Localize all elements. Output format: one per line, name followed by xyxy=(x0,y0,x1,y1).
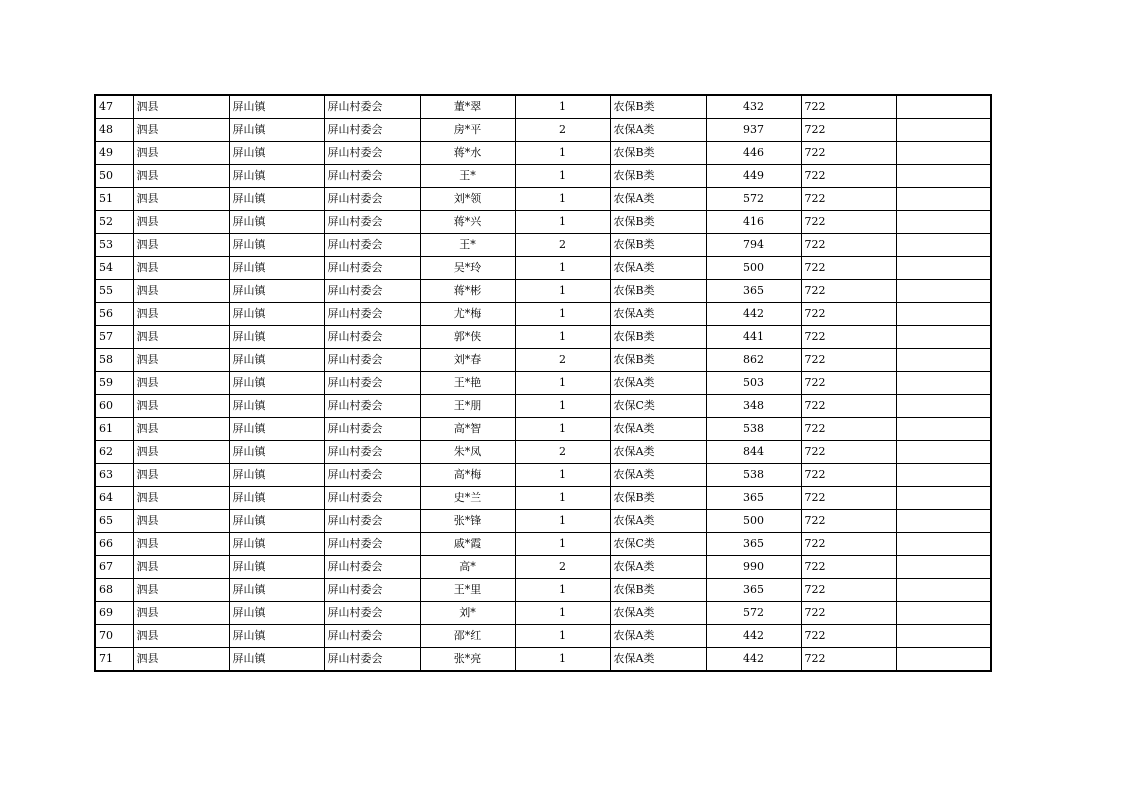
row-number-cell: 68 xyxy=(95,579,133,602)
household-count-cell: 2 xyxy=(515,119,610,142)
village-committee-cell: 屏山村委会 xyxy=(324,326,420,349)
row-number-cell: 49 xyxy=(95,142,133,165)
row-number-cell: 59 xyxy=(95,372,133,395)
town-cell: 屏山镇 xyxy=(229,579,324,602)
town-cell: 屏山镇 xyxy=(229,487,324,510)
table-row xyxy=(95,625,991,648)
amount-cell: 500 xyxy=(706,257,801,280)
amount-cell: 365 xyxy=(706,280,801,303)
amount-cell: 446 xyxy=(706,142,801,165)
standard-cell: 722 xyxy=(801,142,896,165)
insurance-type-cell: 农保A类 xyxy=(610,556,706,579)
name-cell: 房*平 xyxy=(420,119,515,142)
town-cell: 屏山镇 xyxy=(229,556,324,579)
row-number-cell: 65 xyxy=(95,510,133,533)
row-number-cell: 70 xyxy=(95,625,133,648)
name-cell: 王* xyxy=(420,165,515,188)
insurance-type-cell: 农保B类 xyxy=(610,211,706,234)
name-cell: 王* xyxy=(420,234,515,257)
amount-cell: 572 xyxy=(706,602,801,625)
village-committee-cell: 屏山村委会 xyxy=(324,372,420,395)
town-cell: 屏山镇 xyxy=(229,625,324,648)
village-committee-cell: 屏山村委会 xyxy=(324,625,420,648)
village-committee-cell: 屏山村委会 xyxy=(324,165,420,188)
name-cell: 王*里 xyxy=(420,579,515,602)
household-count-cell: 1 xyxy=(515,464,610,487)
amount-cell: 449 xyxy=(706,165,801,188)
table-row xyxy=(95,395,991,418)
county-cell: 泗县 xyxy=(133,464,229,487)
standard-cell: 722 xyxy=(801,211,896,234)
standard-cell: 722 xyxy=(801,280,896,303)
amount-cell: 937 xyxy=(706,119,801,142)
amount-cell: 365 xyxy=(706,533,801,556)
village-committee-cell: 屏山村委会 xyxy=(324,418,420,441)
amount-cell: 348 xyxy=(706,395,801,418)
name-cell: 朱*凤 xyxy=(420,441,515,464)
household-count-cell: 1 xyxy=(515,211,610,234)
county-cell: 泗县 xyxy=(133,234,229,257)
standard-cell: 722 xyxy=(801,372,896,395)
table-row xyxy=(95,579,991,602)
standard-cell: 722 xyxy=(801,464,896,487)
household-count-cell: 1 xyxy=(515,418,610,441)
name-cell: 刘* xyxy=(420,602,515,625)
household-count-cell: 2 xyxy=(515,349,610,372)
amount-cell: 538 xyxy=(706,464,801,487)
insurance-type-cell: 农保C类 xyxy=(610,395,706,418)
standard-cell: 722 xyxy=(801,533,896,556)
village-committee-cell: 屏山村委会 xyxy=(324,579,420,602)
household-count-cell: 1 xyxy=(515,95,610,119)
standard-cell: 722 xyxy=(801,510,896,533)
name-cell: 尤*梅 xyxy=(420,303,515,326)
county-cell: 泗县 xyxy=(133,533,229,556)
village-committee-cell: 屏山村委会 xyxy=(324,510,420,533)
household-count-cell: 1 xyxy=(515,533,610,556)
town-cell: 屏山镇 xyxy=(229,142,324,165)
table-body xyxy=(95,95,991,671)
standard-cell: 722 xyxy=(801,95,896,119)
amount-cell: 862 xyxy=(706,349,801,372)
village-committee-cell: 屏山村委会 xyxy=(324,487,420,510)
row-number-cell: 58 xyxy=(95,349,133,372)
row-number-cell: 61 xyxy=(95,418,133,441)
remark-cell xyxy=(896,211,991,234)
standard-cell: 722 xyxy=(801,257,896,280)
table-row xyxy=(95,441,991,464)
amount-cell: 442 xyxy=(706,303,801,326)
remark-cell xyxy=(896,487,991,510)
amount-cell: 572 xyxy=(706,188,801,211)
town-cell: 屏山镇 xyxy=(229,464,324,487)
county-cell: 泗县 xyxy=(133,211,229,234)
row-number-cell: 57 xyxy=(95,326,133,349)
row-number-cell: 60 xyxy=(95,395,133,418)
row-number-cell: 50 xyxy=(95,165,133,188)
row-number-cell: 51 xyxy=(95,188,133,211)
standard-cell: 722 xyxy=(801,326,896,349)
amount-cell: 538 xyxy=(706,418,801,441)
row-number-cell: 64 xyxy=(95,487,133,510)
county-cell: 泗县 xyxy=(133,95,229,119)
remark-cell xyxy=(896,142,991,165)
county-cell: 泗县 xyxy=(133,165,229,188)
town-cell: 屏山镇 xyxy=(229,418,324,441)
insurance-type-cell: 农保B类 xyxy=(610,487,706,510)
household-count-cell: 2 xyxy=(515,234,610,257)
standard-cell: 722 xyxy=(801,188,896,211)
name-cell: 史*兰 xyxy=(420,487,515,510)
row-number-cell: 47 xyxy=(95,95,133,119)
insurance-type-cell: 农保A类 xyxy=(610,418,706,441)
county-cell: 泗县 xyxy=(133,556,229,579)
remark-cell xyxy=(896,257,991,280)
insurance-type-cell: 农保B类 xyxy=(610,349,706,372)
remark-cell xyxy=(896,234,991,257)
insurance-type-cell: 农保B类 xyxy=(610,234,706,257)
county-cell: 泗县 xyxy=(133,602,229,625)
name-cell: 郭*侠 xyxy=(420,326,515,349)
remark-cell xyxy=(896,418,991,441)
household-count-cell: 1 xyxy=(515,188,610,211)
row-number-cell: 67 xyxy=(95,556,133,579)
town-cell: 屏山镇 xyxy=(229,211,324,234)
insurance-type-cell: 农保B类 xyxy=(610,579,706,602)
insurance-type-cell: 农保A类 xyxy=(610,372,706,395)
insurance-type-cell: 农保A类 xyxy=(610,441,706,464)
name-cell: 王*朋 xyxy=(420,395,515,418)
table-row xyxy=(95,648,991,672)
remark-cell xyxy=(896,602,991,625)
household-count-cell: 1 xyxy=(515,510,610,533)
name-cell: 王*艳 xyxy=(420,372,515,395)
village-committee-cell: 屏山村委会 xyxy=(324,303,420,326)
table-row xyxy=(95,418,991,441)
household-count-cell: 1 xyxy=(515,487,610,510)
village-committee-cell: 屏山村委会 xyxy=(324,395,420,418)
insurance-type-cell: 农保C类 xyxy=(610,533,706,556)
name-cell: 董*翠 xyxy=(420,95,515,119)
county-cell: 泗县 xyxy=(133,510,229,533)
town-cell: 屏山镇 xyxy=(229,395,324,418)
town-cell: 屏山镇 xyxy=(229,510,324,533)
town-cell: 屏山镇 xyxy=(229,303,324,326)
remark-cell xyxy=(896,372,991,395)
table-row xyxy=(95,211,991,234)
village-committee-cell: 屏山村委会 xyxy=(324,142,420,165)
town-cell: 屏山镇 xyxy=(229,648,324,672)
name-cell: 邵*红 xyxy=(420,625,515,648)
amount-cell: 365 xyxy=(706,487,801,510)
standard-cell: 722 xyxy=(801,349,896,372)
standard-cell: 722 xyxy=(801,487,896,510)
row-number-cell: 54 xyxy=(95,257,133,280)
town-cell: 屏山镇 xyxy=(229,165,324,188)
village-committee-cell: 屏山村委会 xyxy=(324,280,420,303)
table-row xyxy=(95,165,991,188)
household-count-cell: 1 xyxy=(515,372,610,395)
town-cell: 屏山镇 xyxy=(229,188,324,211)
household-count-cell: 1 xyxy=(515,326,610,349)
household-count-cell: 1 xyxy=(515,165,610,188)
name-cell: 刘*领 xyxy=(420,188,515,211)
household-count-cell: 1 xyxy=(515,142,610,165)
row-number-cell: 62 xyxy=(95,441,133,464)
standard-cell: 722 xyxy=(801,648,896,672)
household-count-cell: 2 xyxy=(515,441,610,464)
name-cell: 戚*霞 xyxy=(420,533,515,556)
village-committee-cell: 屏山村委会 xyxy=(324,234,420,257)
village-committee-cell: 屏山村委会 xyxy=(324,464,420,487)
remark-cell xyxy=(896,441,991,464)
standard-cell: 722 xyxy=(801,602,896,625)
town-cell: 屏山镇 xyxy=(229,119,324,142)
remark-cell xyxy=(896,464,991,487)
county-cell: 泗县 xyxy=(133,395,229,418)
town-cell: 屏山镇 xyxy=(229,372,324,395)
table-row xyxy=(95,303,991,326)
standard-cell: 722 xyxy=(801,441,896,464)
county-cell: 泗县 xyxy=(133,188,229,211)
household-count-cell: 1 xyxy=(515,625,610,648)
data-table xyxy=(94,94,992,672)
remark-cell xyxy=(896,625,991,648)
standard-cell: 722 xyxy=(801,303,896,326)
name-cell: 蒋*兴 xyxy=(420,211,515,234)
table-row xyxy=(95,234,991,257)
remark-cell xyxy=(896,165,991,188)
remark-cell xyxy=(896,510,991,533)
standard-cell: 722 xyxy=(801,395,896,418)
table-row xyxy=(95,95,991,119)
table-row xyxy=(95,372,991,395)
remark-cell xyxy=(896,280,991,303)
household-count-cell: 1 xyxy=(515,280,610,303)
amount-cell: 441 xyxy=(706,326,801,349)
row-number-cell: 56 xyxy=(95,303,133,326)
remark-cell xyxy=(896,395,991,418)
table-row xyxy=(95,280,991,303)
remark-cell xyxy=(896,95,991,119)
table-row xyxy=(95,257,991,280)
village-committee-cell: 屏山村委会 xyxy=(324,556,420,579)
remark-cell xyxy=(896,119,991,142)
row-number-cell: 53 xyxy=(95,234,133,257)
amount-cell: 844 xyxy=(706,441,801,464)
county-cell: 泗县 xyxy=(133,303,229,326)
village-committee-cell: 屏山村委会 xyxy=(324,119,420,142)
table-row xyxy=(95,487,991,510)
insurance-type-cell: 农保A类 xyxy=(610,464,706,487)
table-row xyxy=(95,326,991,349)
amount-cell: 365 xyxy=(706,579,801,602)
town-cell: 屏山镇 xyxy=(229,349,324,372)
name-cell: 蒋*彬 xyxy=(420,280,515,303)
household-count-cell: 1 xyxy=(515,303,610,326)
village-committee-cell: 屏山村委会 xyxy=(324,602,420,625)
insurance-type-cell: 农保A类 xyxy=(610,257,706,280)
table-row xyxy=(95,188,991,211)
town-cell: 屏山镇 xyxy=(229,533,324,556)
town-cell: 屏山镇 xyxy=(229,602,324,625)
name-cell: 高*智 xyxy=(420,418,515,441)
household-count-cell: 2 xyxy=(515,556,610,579)
insurance-type-cell: 农保A类 xyxy=(610,119,706,142)
remark-cell xyxy=(896,556,991,579)
county-cell: 泗县 xyxy=(133,280,229,303)
town-cell: 屏山镇 xyxy=(229,95,324,119)
county-cell: 泗县 xyxy=(133,257,229,280)
table-row xyxy=(95,464,991,487)
standard-cell: 722 xyxy=(801,234,896,257)
amount-cell: 500 xyxy=(706,510,801,533)
name-cell: 蒋*水 xyxy=(420,142,515,165)
standard-cell: 722 xyxy=(801,119,896,142)
name-cell: 高* xyxy=(420,556,515,579)
household-count-cell: 1 xyxy=(515,257,610,280)
county-cell: 泗县 xyxy=(133,648,229,672)
county-cell: 泗县 xyxy=(133,418,229,441)
name-cell: 刘*春 xyxy=(420,349,515,372)
insurance-type-cell: 农保A类 xyxy=(610,303,706,326)
village-committee-cell: 屏山村委会 xyxy=(324,95,420,119)
standard-cell: 722 xyxy=(801,165,896,188)
village-committee-cell: 屏山村委会 xyxy=(324,533,420,556)
insurance-type-cell: 农保A类 xyxy=(610,510,706,533)
table-row xyxy=(95,556,991,579)
row-number-cell: 66 xyxy=(95,533,133,556)
row-number-cell: 63 xyxy=(95,464,133,487)
remark-cell xyxy=(896,326,991,349)
table-row xyxy=(95,349,991,372)
village-committee-cell: 屏山村委会 xyxy=(324,648,420,672)
household-count-cell: 1 xyxy=(515,579,610,602)
standard-cell: 722 xyxy=(801,556,896,579)
remark-cell xyxy=(896,648,991,672)
insurance-type-cell: 农保A类 xyxy=(610,648,706,672)
amount-cell: 503 xyxy=(706,372,801,395)
town-cell: 屏山镇 xyxy=(229,257,324,280)
county-cell: 泗县 xyxy=(133,625,229,648)
county-cell: 泗县 xyxy=(133,349,229,372)
household-count-cell: 1 xyxy=(515,602,610,625)
household-count-cell: 1 xyxy=(515,395,610,418)
name-cell: 高*梅 xyxy=(420,464,515,487)
county-cell: 泗县 xyxy=(133,579,229,602)
row-number-cell: 71 xyxy=(95,648,133,672)
village-committee-cell: 屏山村委会 xyxy=(324,349,420,372)
amount-cell: 794 xyxy=(706,234,801,257)
insurance-type-cell: 农保A类 xyxy=(610,188,706,211)
insurance-type-cell: 农保A类 xyxy=(610,625,706,648)
name-cell: 吴*玲 xyxy=(420,257,515,280)
table-row xyxy=(95,510,991,533)
name-cell: 张*亮 xyxy=(420,648,515,672)
standard-cell: 722 xyxy=(801,418,896,441)
row-number-cell: 52 xyxy=(95,211,133,234)
town-cell: 屏山镇 xyxy=(229,280,324,303)
name-cell: 张*锋 xyxy=(420,510,515,533)
county-cell: 泗县 xyxy=(133,119,229,142)
table-row xyxy=(95,533,991,556)
insurance-type-cell: 农保B类 xyxy=(610,142,706,165)
village-committee-cell: 屏山村委会 xyxy=(324,211,420,234)
amount-cell: 416 xyxy=(706,211,801,234)
amount-cell: 442 xyxy=(706,625,801,648)
remark-cell xyxy=(896,303,991,326)
remark-cell xyxy=(896,188,991,211)
county-cell: 泗县 xyxy=(133,142,229,165)
insurance-type-cell: 农保B类 xyxy=(610,280,706,303)
row-number-cell: 55 xyxy=(95,280,133,303)
town-cell: 屏山镇 xyxy=(229,441,324,464)
table-row xyxy=(95,602,991,625)
village-committee-cell: 屏山村委会 xyxy=(324,188,420,211)
village-committee-cell: 屏山村委会 xyxy=(324,441,420,464)
row-number-cell: 48 xyxy=(95,119,133,142)
remark-cell xyxy=(896,533,991,556)
standard-cell: 722 xyxy=(801,579,896,602)
amount-cell: 990 xyxy=(706,556,801,579)
amount-cell: 432 xyxy=(706,95,801,119)
standard-cell: 722 xyxy=(801,625,896,648)
insurance-type-cell: 农保B类 xyxy=(610,326,706,349)
household-count-cell: 1 xyxy=(515,648,610,672)
county-cell: 泗县 xyxy=(133,441,229,464)
amount-cell: 442 xyxy=(706,648,801,672)
insurance-type-cell: 农保B类 xyxy=(610,165,706,188)
table-row xyxy=(95,142,991,165)
insurance-type-cell: 农保A类 xyxy=(610,602,706,625)
insurance-type-cell: 农保B类 xyxy=(610,95,706,119)
remark-cell xyxy=(896,349,991,372)
town-cell: 屏山镇 xyxy=(229,326,324,349)
town-cell: 屏山镇 xyxy=(229,234,324,257)
village-committee-cell: 屏山村委会 xyxy=(324,257,420,280)
county-cell: 泗县 xyxy=(133,326,229,349)
row-number-cell: 69 xyxy=(95,602,133,625)
county-cell: 泗县 xyxy=(133,372,229,395)
county-cell: 泗县 xyxy=(133,487,229,510)
table-row xyxy=(95,119,991,142)
remark-cell xyxy=(896,579,991,602)
